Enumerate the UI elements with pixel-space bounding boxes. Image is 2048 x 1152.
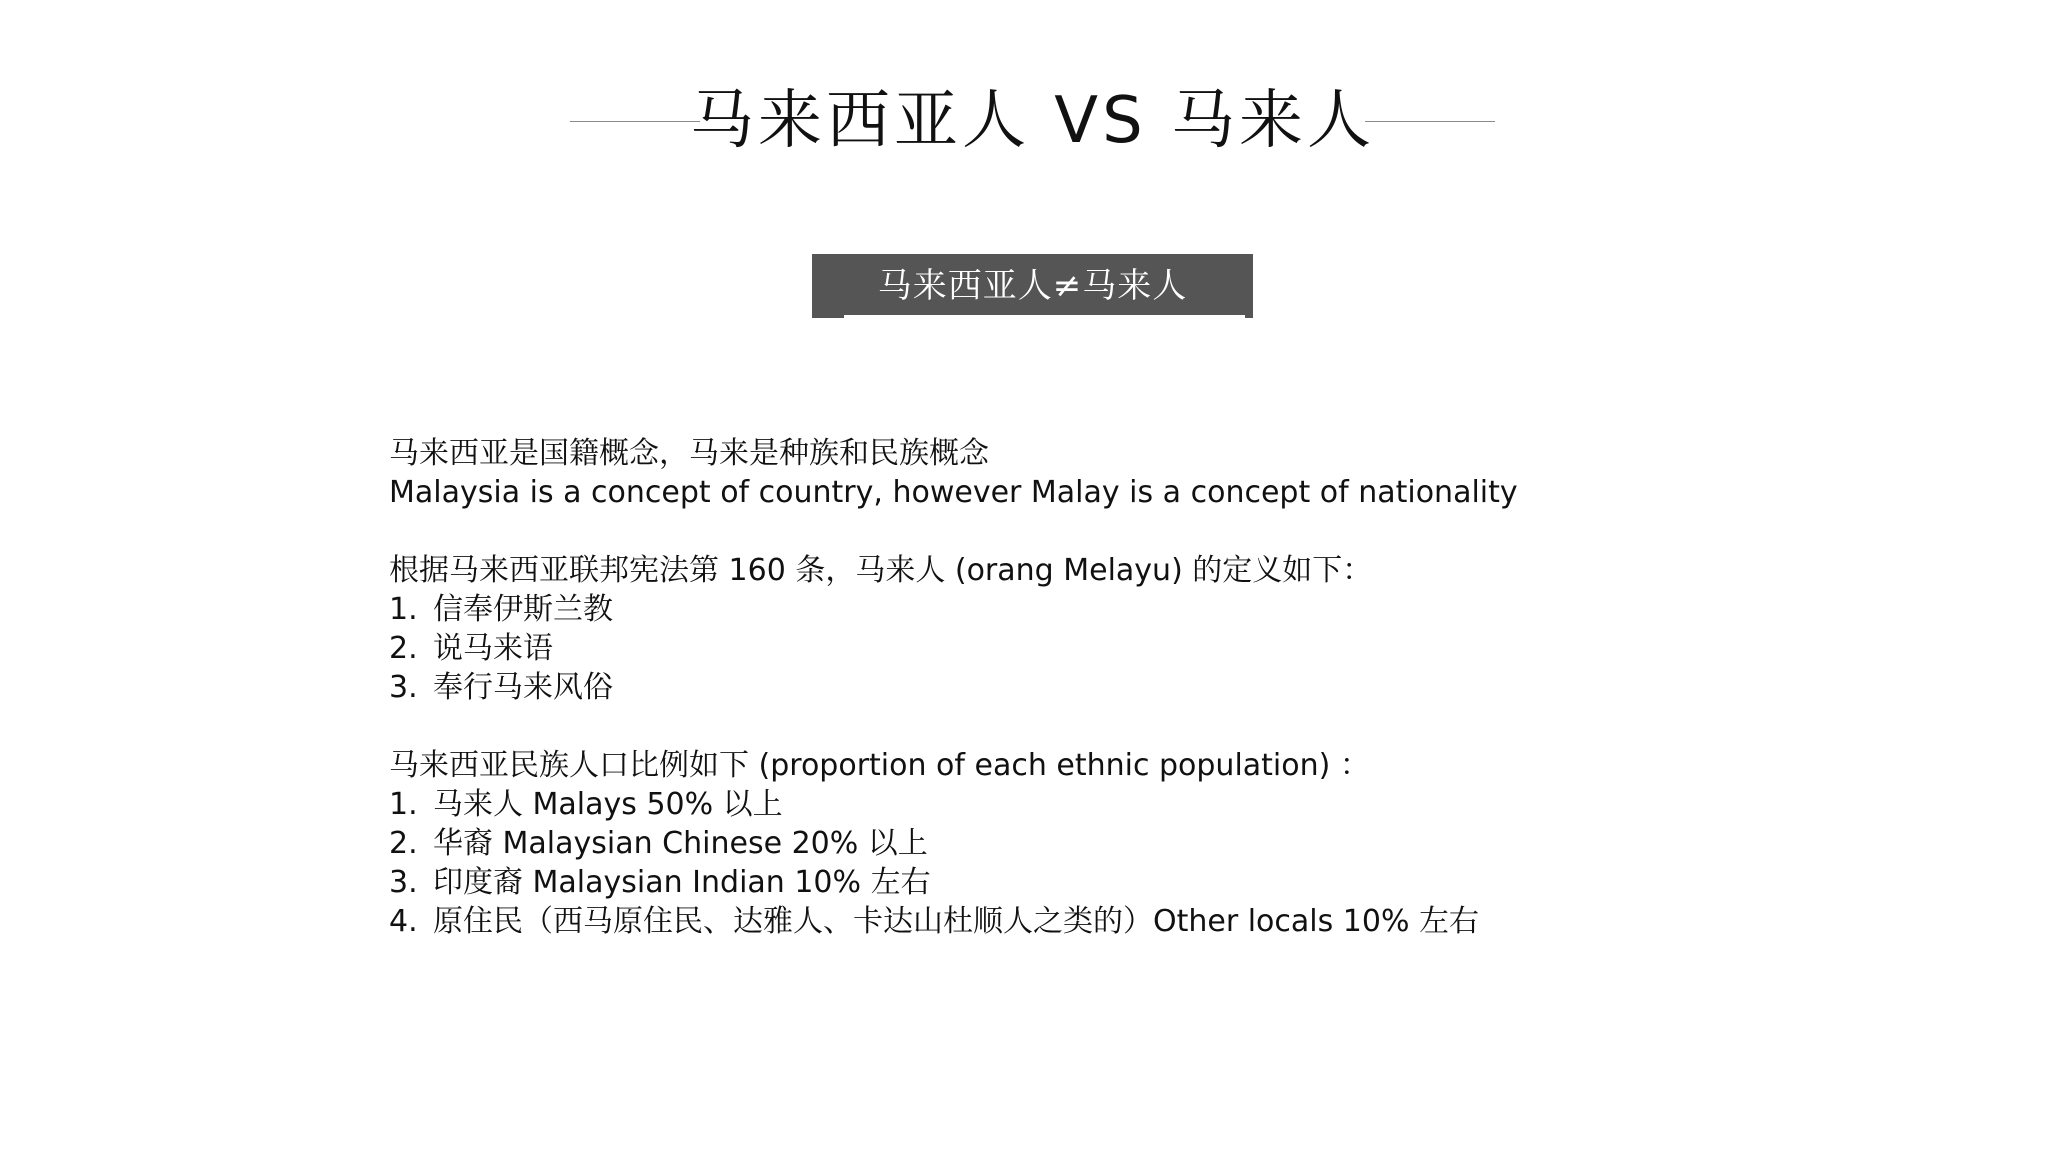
definition-item — [389, 668, 1689, 707]
population-item — [389, 824, 1689, 863]
body-text — [389, 434, 1689, 941]
population-item — [389, 902, 1689, 941]
spacer — [389, 512, 1689, 551]
item-text: 奉行马来风俗 — [433, 670, 613, 705]
subtitle-badge — [812, 254, 1253, 318]
item-number: 3. — [389, 670, 418, 705]
item-text: 信奉伊斯兰教 — [433, 592, 613, 627]
intro-en: Malaysia is a concept of country, however Malay is a concept of nationality — [389, 475, 1518, 510]
item-text: 马来人 Malays 50% 以上 — [433, 787, 783, 822]
item-number: 2. — [389, 826, 418, 861]
population-item — [389, 863, 1689, 902]
item-number: 1. — [389, 787, 418, 822]
definition-item — [389, 590, 1689, 629]
definition-heading: 根据马来西亚联邦宪法第 160 条，马来人 (orang Melayu) 的定义如下： — [389, 553, 1373, 588]
population-heading: 马来西亚民族人口比例如下 (proportion of each ethnic population) ： — [389, 748, 1370, 783]
population-item — [389, 785, 1689, 824]
badge-label: 马来西亚人≠马来人 — [877, 266, 1188, 306]
item-text: 说马来语 — [433, 631, 553, 666]
slide-title: 马来西亚人 VS 马来人 — [689, 84, 1376, 158]
item-text: 原住民（西马原住民、达雅人、卡达山杜顺人之类的）Other locals 10% 左右 — [433, 904, 1480, 939]
item-number: 1. — [389, 592, 418, 627]
intro-zh: 马来西亚是国籍概念，马来是种族和民族概念 — [389, 436, 989, 471]
item-text: 印度裔 Malaysian Indian 10% 左右 — [433, 865, 931, 900]
slide-title-block — [570, 72, 1495, 172]
spacer — [389, 707, 1689, 746]
item-number: 3. — [389, 865, 418, 900]
item-number: 4. — [389, 904, 418, 939]
item-number: 2. — [389, 631, 418, 666]
definition-item — [389, 629, 1689, 668]
item-text: 华裔 Malaysian Chinese 20% 以上 — [433, 826, 928, 861]
